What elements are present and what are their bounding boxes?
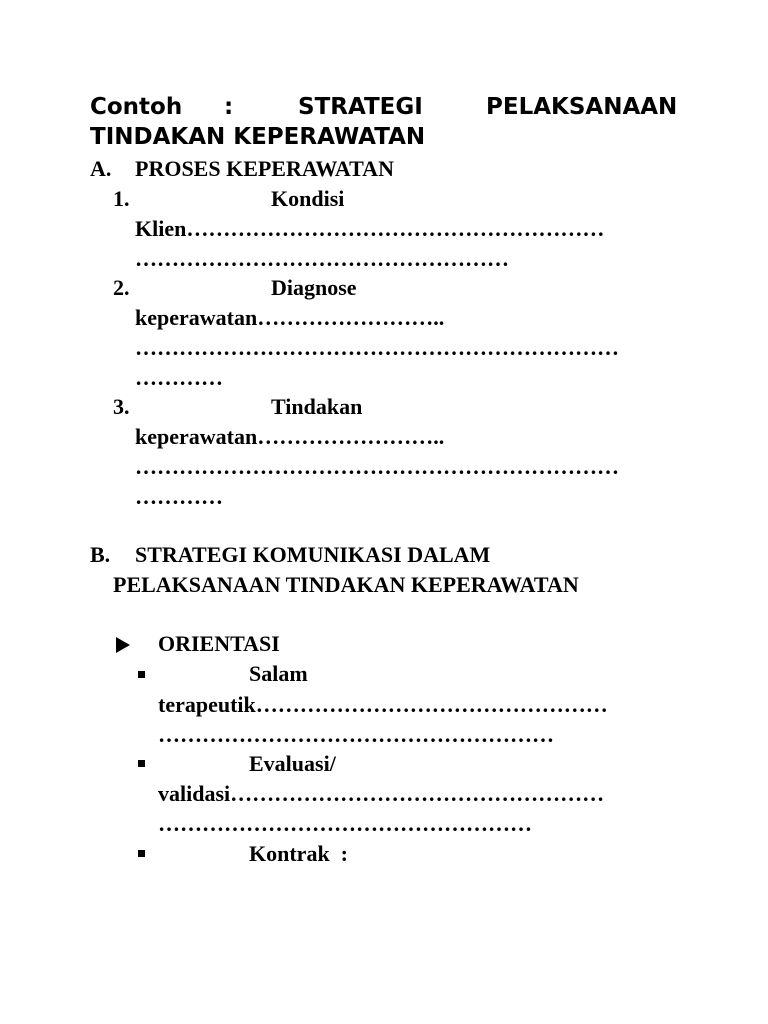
arrow-bullet-icon: [116, 637, 130, 653]
kontrak-word: Kontrak :: [249, 841, 348, 866]
item-1-line-2: Klien…………………………………………………: [135, 216, 605, 241]
section-b-letter: B.: [90, 542, 111, 567]
title-word-strategi: STRATEGI: [298, 94, 423, 120]
title-colon: :: [224, 94, 234, 120]
square-bullet-icon: [138, 760, 145, 767]
item-1-line-3: ……………………………………………: [135, 246, 509, 271]
salam-word: Salam: [249, 661, 308, 686]
item-1-number: 1.: [113, 186, 130, 211]
section-a-heading: PROSES KEPERAWATAN: [135, 156, 394, 181]
evaluasi-word: Evaluasi/: [249, 751, 336, 776]
square-bullet-icon: [138, 850, 145, 857]
item-2-line-3: …………………………………………………………: [135, 335, 619, 360]
item-2-number: 2.: [113, 275, 130, 300]
evaluasi-line-3: ……………………………………………: [158, 811, 532, 836]
item-3-line-2: keperawatan……………………..: [135, 424, 445, 449]
orientasi-label: ORIENTASI: [158, 631, 280, 656]
item-2-line-4: …………: [135, 365, 223, 390]
salam-line-3: ………………………………………………: [158, 722, 554, 747]
title-word-pelaksanaan: PELAKSANAAN: [486, 94, 678, 120]
evaluasi-line-2: validasi……………………………………………: [158, 781, 605, 806]
salam-line-2: terapeutik…………………………………………: [158, 692, 608, 717]
item-3-word: Tindakan: [271, 394, 363, 419]
section-a-letter: A.: [90, 156, 112, 181]
section-b-heading-line-1: STRATEGI KOMUNIKASI DALAM: [135, 542, 491, 567]
title-line-2: TINDAKAN KEPERAWATAN: [90, 124, 426, 150]
item-3-line-4: …………: [135, 484, 223, 509]
item-1-word: Kondisi: [271, 186, 345, 211]
item-3-line-3: …………………………………………………………: [135, 454, 619, 479]
square-bullet-icon: [138, 671, 145, 678]
item-3-number: 3.: [113, 394, 130, 419]
section-b-heading-line-2: PELAKSANAAN TINDAKAN KEPERAWATAN: [113, 572, 579, 597]
item-2-word: Diagnose: [271, 275, 357, 300]
item-2-line-2: keperawatan……………………..: [135, 305, 445, 330]
title-word-contoh: Contoh: [90, 94, 183, 120]
